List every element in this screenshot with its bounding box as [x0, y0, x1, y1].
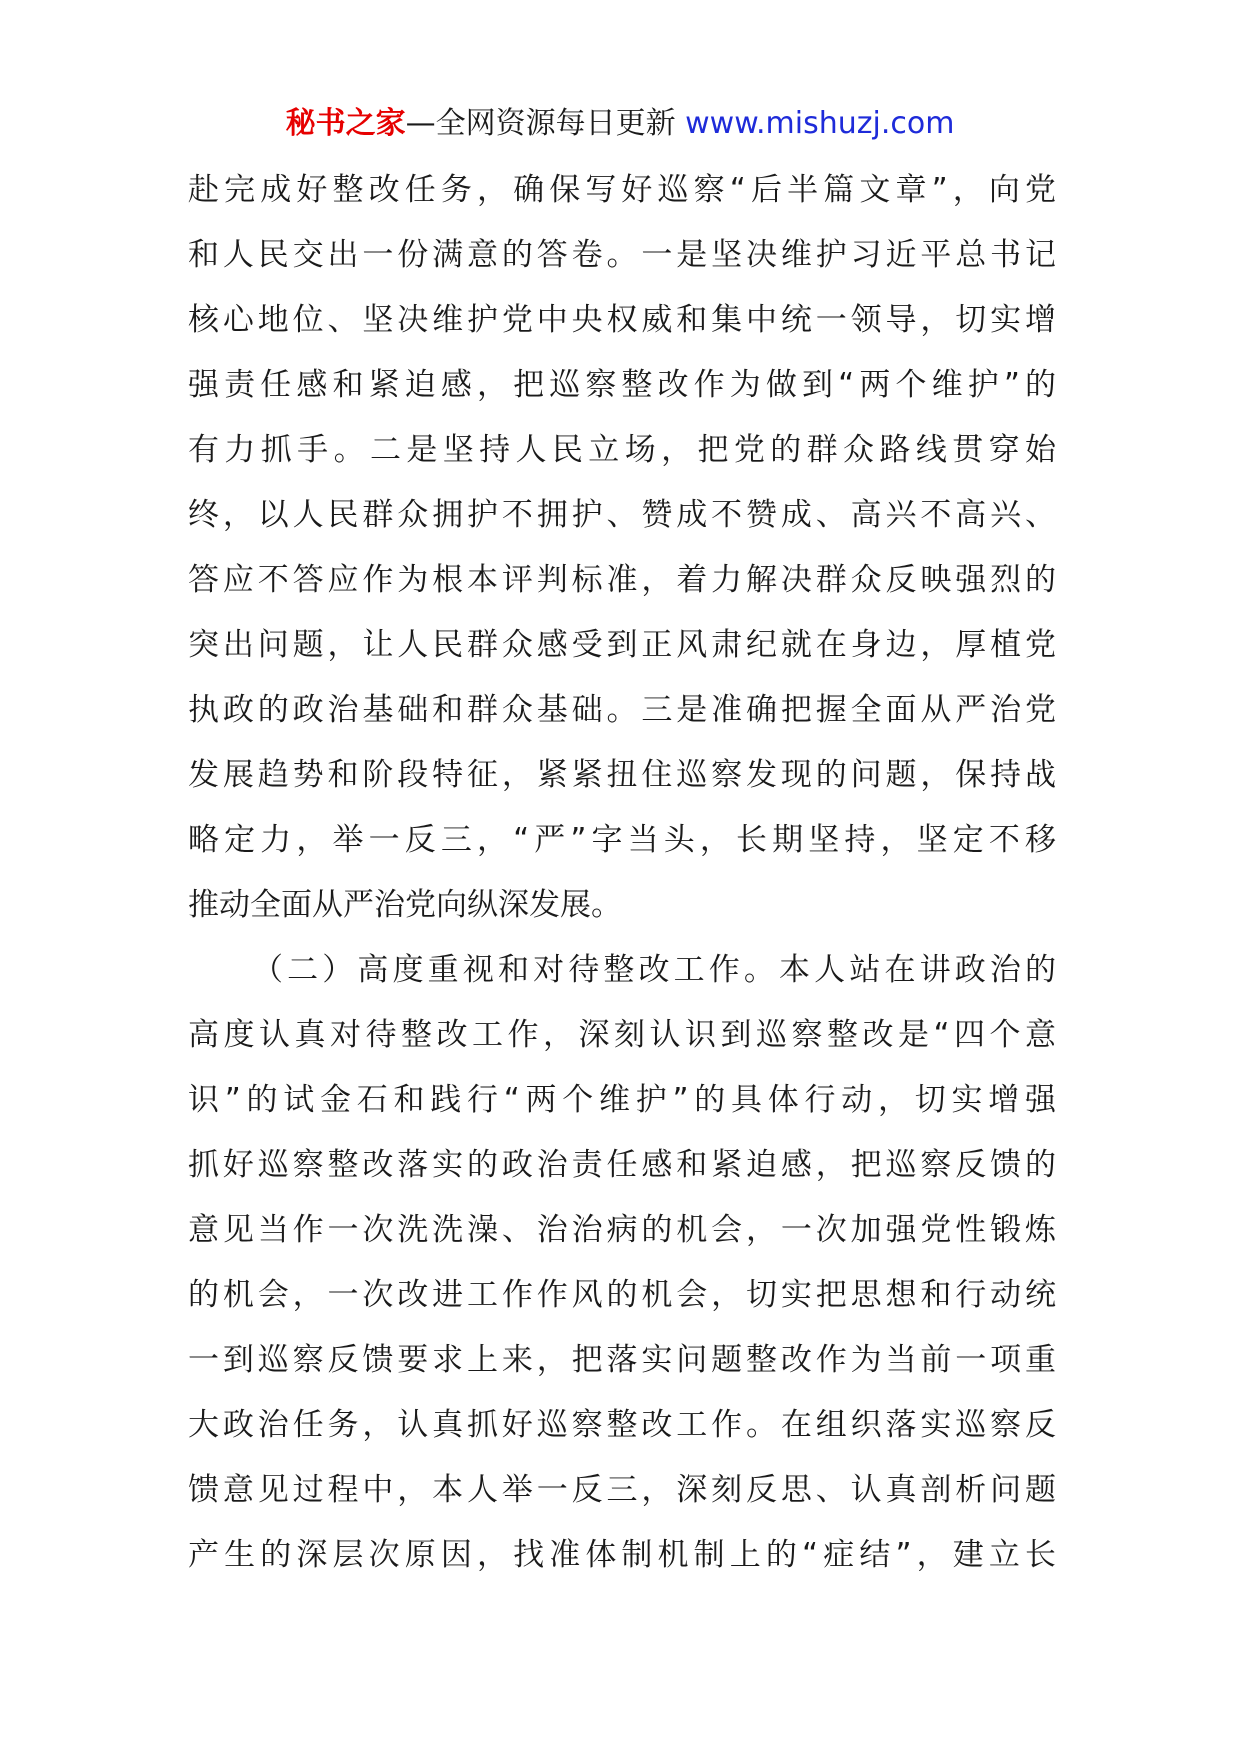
text-line: 执政的政治基础和群众基础。三是准确把握全面从严治党 [188, 692, 1056, 728]
text-line: 的机会，一次改进工作作风的机会，切实把思想和行动统 [188, 1277, 1056, 1313]
text-line: 答应不答应作为根本评判标准，着力解决群众反映强烈的 [188, 562, 1056, 598]
text-line: 强责任感和紧迫感，把巡察整改作为做到“两个维护”的 [188, 367, 1056, 403]
document-body [188, 158, 1056, 1588]
text-line: 赴完成好整改任务，确保写好巡察“后半篇文章”，向党 [188, 172, 1056, 208]
text-line: 核心地位、坚决维护党中央权威和集中统一领导，切实增 [188, 302, 1056, 338]
site-url-link[interactable]: www.mishuzj.com [685, 106, 955, 141]
site-header [0, 102, 1240, 146]
text-line: 大政治任务，认真抓好巡察整改工作。在组织落实巡察反 [188, 1407, 1056, 1443]
text-line: 抓好巡察整改落实的政治责任感和紧迫感，把巡察反馈的 [188, 1147, 1056, 1183]
text-line: 识”的试金石和践行“两个维护”的具体行动，切实增强 [188, 1082, 1056, 1118]
text-line: 高度认真对待整改工作，深刻认识到巡察整改是“四个意 [188, 1017, 1056, 1053]
text-line: 略定力，举一反三，“严”字当头，长期坚持，坚定不移 [188, 822, 1056, 858]
text-line: 终，以人民群众拥护不拥护、赞成不赞成、高兴不高兴、 [188, 497, 1056, 533]
text-line: 产生的深层次原因，找准体制机制上的“症结”，建立长 [188, 1537, 1056, 1573]
section-heading-line: （二）高度重视和对待整改工作。本人站在讲政治的 [252, 952, 1056, 988]
text-line: 一到巡察反馈要求上来，把落实问题整改作为当前一项重 [188, 1342, 1056, 1378]
text-line: 和人民交出一份满意的答卷。一是坚决维护习近平总书记 [188, 237, 1056, 273]
brand-name: 秘书之家 [285, 106, 406, 141]
text-line: 馈意见过程中，本人举一反三，深刻反思、认真剖析问题 [188, 1472, 1056, 1508]
paragraph-end-line: 推动全面从严治党向纵深发展。 [188, 887, 622, 923]
text-line: 突出问题，让人民群众感受到正风肃纪就在身边，厚植党 [188, 627, 1056, 663]
text-line: 发展趋势和阶段特征，紧紧扭住巡察发现的问题，保持战 [188, 757, 1056, 793]
text-line: 有力抓手。二是坚持人民立场，把党的群众路线贯穿始 [188, 432, 1056, 468]
header-tagline: —全网资源每日更新 [405, 106, 686, 141]
text-line: 意见当作一次洗洗澡、治治病的机会，一次加强党性锻炼 [188, 1212, 1056, 1248]
